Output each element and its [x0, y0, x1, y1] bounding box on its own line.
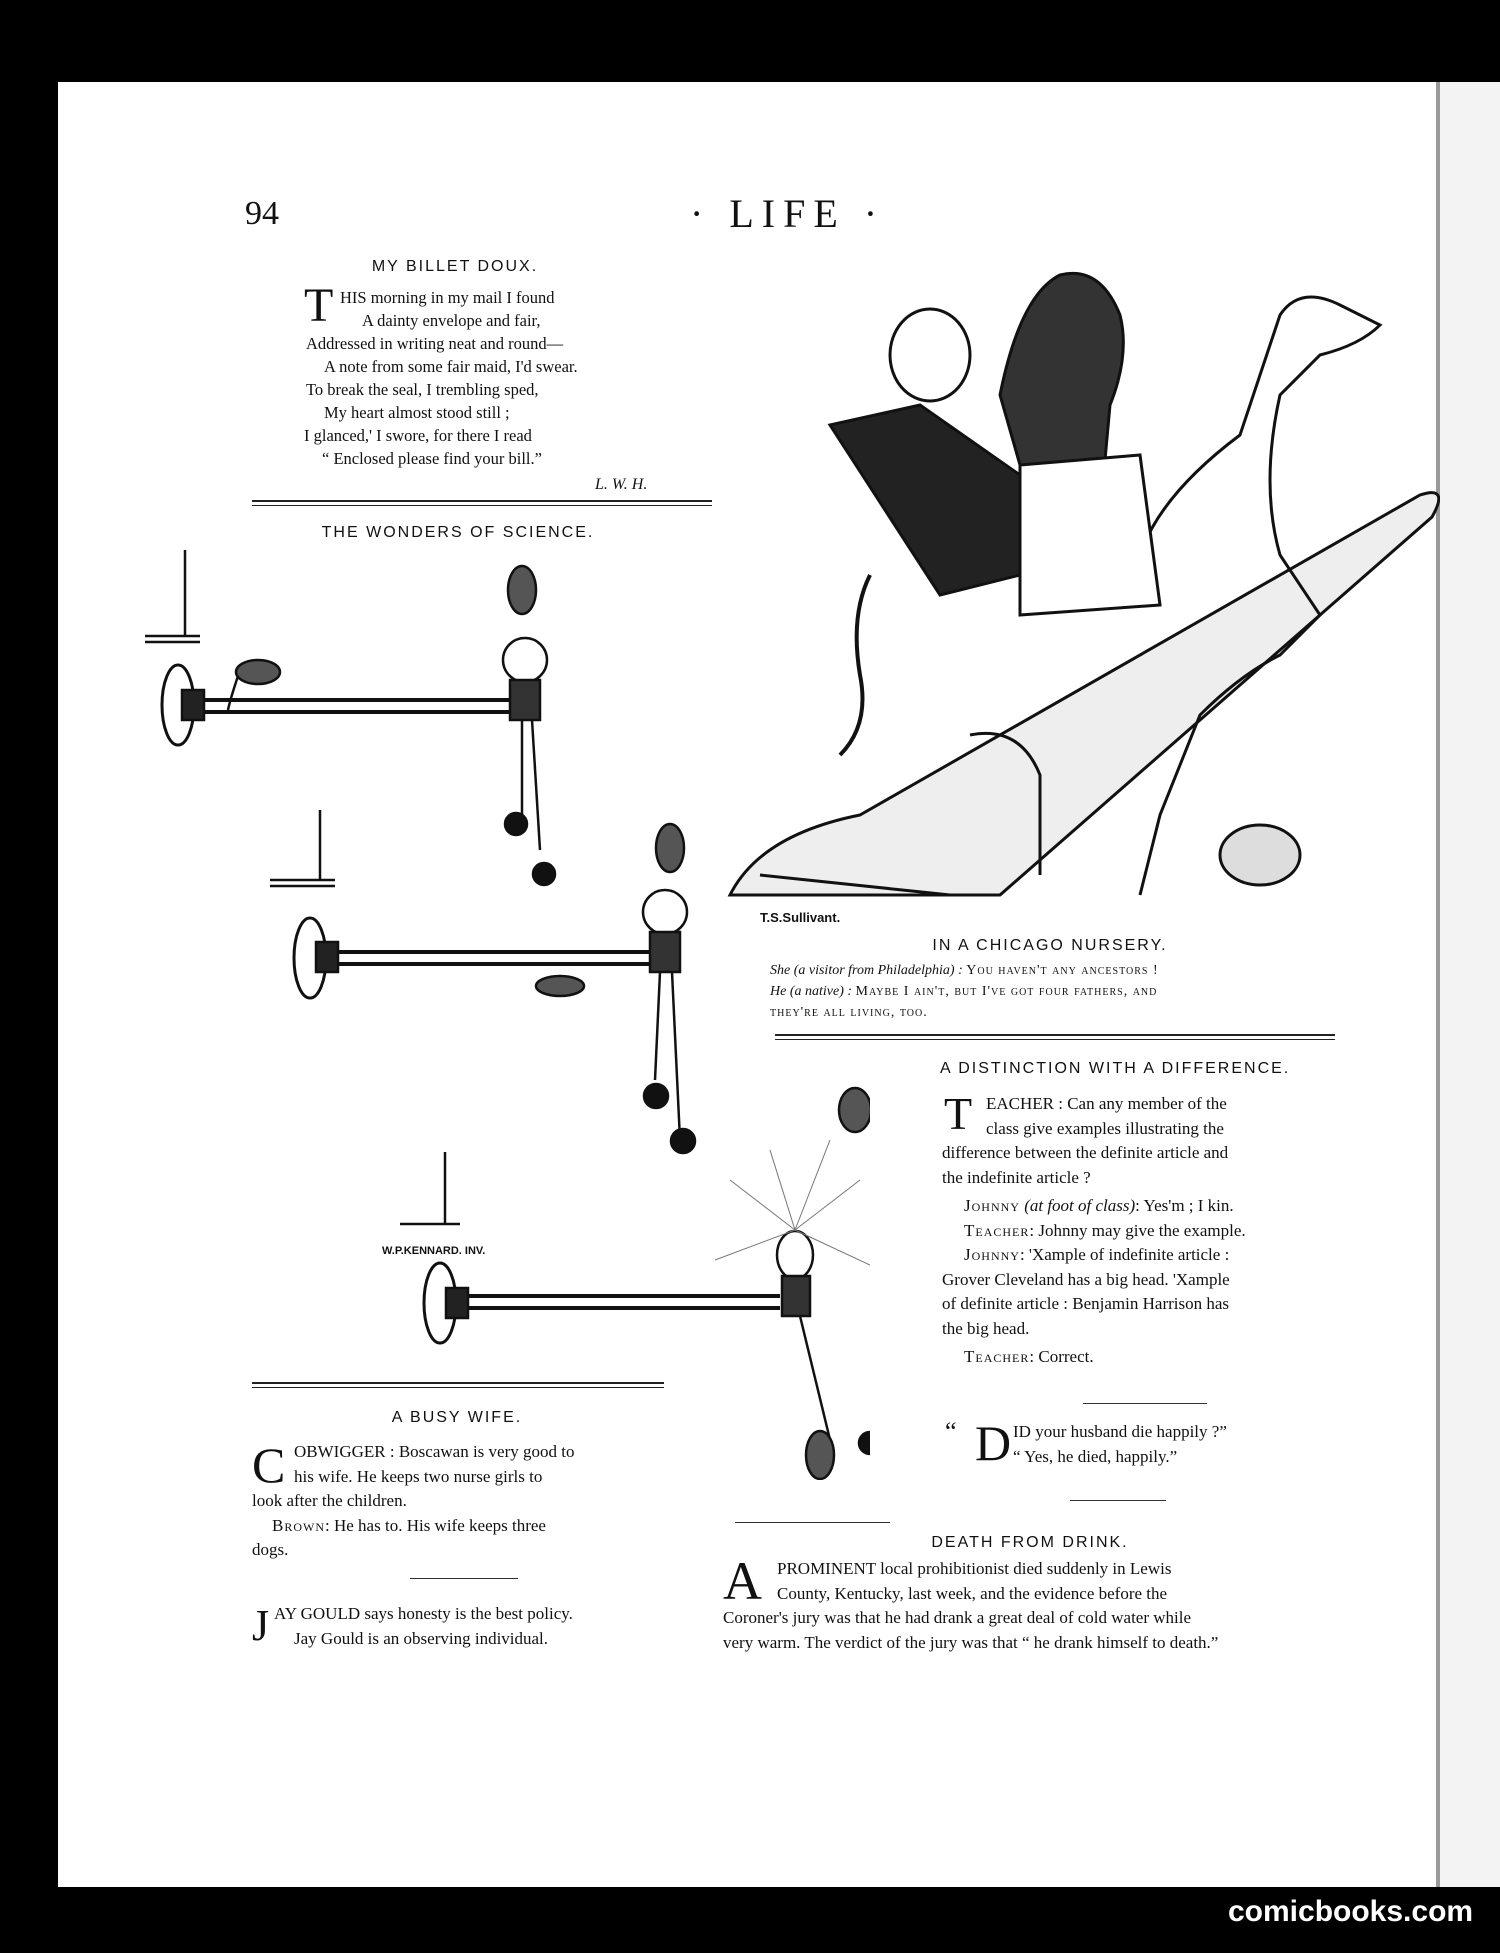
speaker: Teacher	[964, 1220, 1030, 1240]
poem-line: A dainty envelope and fair,	[362, 311, 541, 330]
billet-title: MY BILLET DOUX.	[371, 258, 539, 275]
section-rule	[252, 1382, 664, 1388]
speaker: Teacher	[964, 1347, 1030, 1366]
speech: : Yes'm ; I kin.	[1135, 1196, 1234, 1215]
text-line: difference between the definite article and	[942, 1143, 1229, 1162]
she-line	[770, 960, 1350, 981]
drink-text	[723, 1551, 1341, 1655]
billet-poem	[300, 279, 680, 470]
poem-line: “ Enclosed please find your bill.”	[322, 449, 542, 468]
johnny-line-2	[942, 1243, 1337, 1268]
teacher-line-2	[942, 1219, 1337, 1244]
text-line: dogs.	[252, 1540, 289, 1559]
drink-title: DEATH FROM DRINK.	[931, 1534, 1129, 1551]
poem-line: To break the seal, I trembling sped,	[306, 380, 539, 399]
poem-line: My heart almost stood still ;	[324, 403, 510, 422]
facing-page-edge	[1440, 82, 1500, 1887]
text-line: PROMINENT local prohibitionist died suddenly in Lewis	[777, 1559, 1172, 1578]
distinction-text	[942, 1088, 1337, 1370]
she-speech: You haven't any ancestors !	[966, 963, 1159, 978]
text-line: look after the children.	[252, 1491, 407, 1510]
speech: : 'Xample of indefinite article :	[1019, 1245, 1230, 1264]
watermark: comicbooks.com	[1228, 1895, 1474, 1928]
drink-dropcap: A	[723, 1551, 762, 1611]
speech: : Correct.	[1029, 1347, 1094, 1366]
speech: : Johnny may give the example.	[1029, 1220, 1246, 1240]
distinction-title: A DISTINCTION WITH A DIFFERENCE.	[940, 1060, 1291, 1077]
text-line: class give examples illustrating the	[986, 1118, 1224, 1138]
speech: : He has to. His wife keeps three	[325, 1515, 546, 1535]
short-rule	[1083, 1403, 1207, 1404]
he-speech: Maybe I ain't, but I've got four fathers, and	[855, 984, 1158, 999]
poem-line: A note from some fair maid, I'd swear.	[324, 357, 578, 376]
text-line: of definite article : Benjamin Harrison has	[942, 1294, 1230, 1313]
billet-dropcap: T	[304, 279, 334, 332]
text-line: EACHER : Can any member of the	[986, 1094, 1227, 1113]
he-speech-cont: they're all living, too.	[770, 1005, 928, 1020]
he-label: He (a native) :	[770, 984, 853, 999]
poem-line: Addressed in writing neat and round—	[306, 334, 564, 353]
text-line: very warm. The verdict of the jury was that “ he drank himself to death.”	[723, 1632, 1219, 1652]
nursery-credit: T.S.Sullivant.	[760, 910, 841, 925]
text-line: Coroner's jury was that he had drank a great deal of cold water while	[723, 1608, 1192, 1627]
stage-note: (at foot of class)	[1024, 1196, 1136, 1215]
text-line: Grover Cleveland has a big head. 'Xample	[942, 1269, 1230, 1289]
nursery-title: IN A CHICAGO NURSERY.	[932, 937, 1168, 954]
science-credit: W.P.KENNARD. INV.	[382, 1245, 486, 1257]
he-line	[770, 981, 1350, 1002]
speaker: Johnny	[964, 1245, 1020, 1264]
poem-line: HIS morning in my mail I found	[340, 288, 555, 307]
nursery-dialogue	[770, 960, 1350, 1023]
billet-signature: L. W. H.	[595, 476, 648, 493]
text-line: his wife. He keeps two nurse girls to	[294, 1466, 543, 1486]
short-rule	[1070, 1500, 1166, 1501]
speaker: Brown	[272, 1515, 326, 1535]
busy-title: A BUSY WIFE.	[391, 1409, 523, 1426]
gould-dropcap: J	[252, 1601, 270, 1650]
text-line: “ Yes, he died, happily.”	[1013, 1446, 1178, 1466]
poem-line: I glanced,' I swore, for there I read	[304, 426, 532, 445]
gould-item	[252, 1602, 682, 1651]
text-line: the indefinite article ?	[942, 1167, 1091, 1187]
teacher-line-3	[942, 1345, 1337, 1370]
rocking-horse-illustration	[720, 255, 1440, 935]
brown-line	[252, 1514, 670, 1539]
text-line: AY GOULD says honesty is the best policy.	[274, 1604, 573, 1623]
short-rule	[735, 1522, 890, 1523]
husband-dropcap: D	[975, 1415, 1012, 1471]
masthead: · LIFE ·	[690, 191, 886, 236]
section-rule	[252, 500, 712, 506]
speaker: Johnny	[964, 1196, 1020, 1215]
text-line: ID your husband die happily ?”	[1013, 1422, 1227, 1441]
husband-item	[945, 1415, 1325, 1471]
text-line: OBWIGGER : Boscawan is very good to	[294, 1442, 575, 1461]
section-rule	[775, 1034, 1335, 1040]
short-rule	[410, 1578, 518, 1579]
johnny-line-1	[942, 1194, 1337, 1219]
text-line: the big head.	[942, 1318, 1030, 1338]
open-quote: “	[945, 1417, 957, 1446]
distinction-dropcap: T	[944, 1088, 973, 1139]
she-label: She (a visitor from Philadelphia) :	[770, 963, 963, 978]
science-title: THE WONDERS OF SCIENCE.	[321, 524, 595, 541]
text-line: Jay Gould is an observing individual.	[294, 1628, 549, 1648]
busy-dropcap: C	[252, 1437, 286, 1493]
busy-text	[252, 1437, 670, 1563]
page-number: 94	[245, 195, 279, 232]
text-line: County, Kentucky, last week, and the evidence before the	[777, 1583, 1168, 1603]
